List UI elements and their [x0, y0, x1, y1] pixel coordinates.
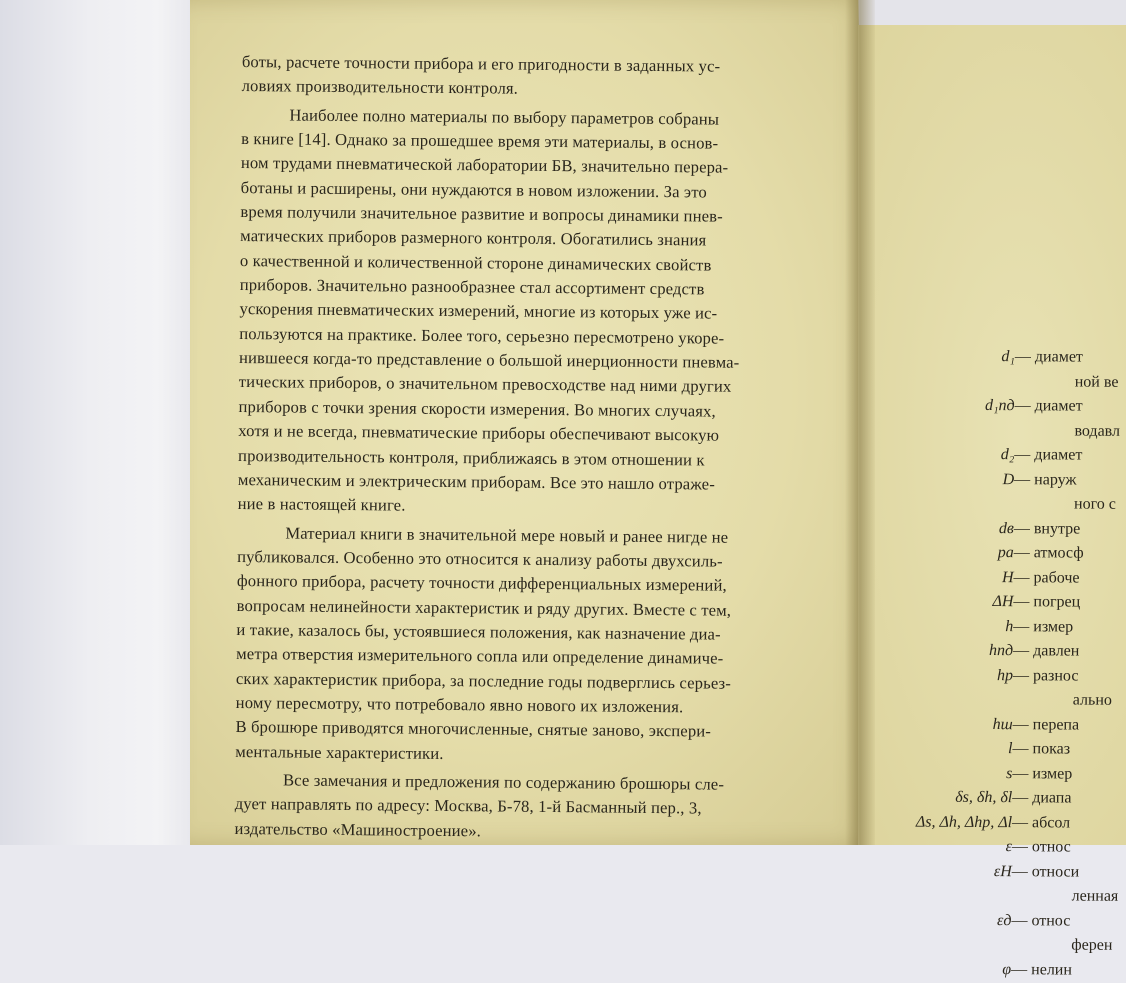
left-page-text	[234, 50, 872, 847]
notation-dash: —	[1012, 860, 1028, 885]
text-line: ном трудами пневматической лаборатории БВ, значительно перера-	[241, 151, 871, 181]
text-line: хотя и не всегда, пневматические приборы обеспечивают высокую	[238, 419, 868, 449]
notation-description: диамет	[1035, 394, 1083, 419]
notation-dash: —	[1011, 958, 1027, 983]
notation-description: альнo	[1073, 689, 1112, 714]
text-line: приборов с точки зрения скорости измерения. Во многих случаях,	[238, 395, 868, 425]
notation-symbol: s	[1006, 762, 1012, 787]
notation-dash: —	[1014, 468, 1030, 493]
text-line: ускорения пневматических измерений, многие из которых уже ис-	[239, 297, 869, 327]
notation-description: измер	[1032, 762, 1072, 787]
notation-description: наруж	[1034, 468, 1076, 493]
notation-symbol: ΔH	[992, 590, 1013, 615]
notation-dash: —	[1015, 345, 1031, 370]
notation-dash: —	[1013, 590, 1029, 615]
notation-description: ного с	[1074, 493, 1116, 518]
text-line: о качественной и количественной стороне динамических свойств	[240, 249, 870, 279]
text-line: издательство «Машиностроение».	[234, 817, 864, 847]
notation-dash: —	[1013, 713, 1029, 738]
notation-description: показ	[1032, 737, 1070, 762]
notation-dash: —	[1013, 664, 1029, 689]
notation-dash: —	[1014, 517, 1030, 542]
notation-symbol: d₁	[1001, 345, 1015, 370]
notation-dash: —	[1013, 615, 1029, 640]
text-line: ботаны и расширены, они нуждаются в новом изложении. За это	[241, 176, 871, 206]
notation-dash: —	[1011, 909, 1027, 934]
notation-description: диамет	[1035, 345, 1083, 370]
notation-dash: —	[1012, 811, 1028, 836]
notation-symbol: εH	[994, 860, 1012, 885]
notation-symbol: δs, δh, δl	[955, 786, 1012, 811]
paragraph	[234, 768, 865, 847]
notation-symbol: l	[1008, 737, 1013, 762]
notation-description: давлен	[1033, 639, 1079, 664]
notation-dash: —	[1012, 786, 1028, 811]
notation-description: относи	[1032, 860, 1080, 885]
notation-dash: —	[1012, 835, 1028, 860]
text-line: вопросам нелинейности характеристик и ряду других. Вместе с тем,	[237, 594, 867, 624]
notation-symbol: dв	[999, 517, 1014, 542]
text-line: ментальные характеристики.	[235, 740, 865, 770]
text-line: публиковался. Особенно это относится к анализу работы двухсиль-	[237, 545, 867, 575]
notation-symbol: pа	[998, 541, 1014, 566]
text-line: ние в настоящей книге.	[238, 492, 868, 522]
notation-description: измер	[1033, 615, 1073, 640]
notation-description: атмосф	[1034, 541, 1084, 566]
text-line: нившееся когда-то представление о большой инерционности пневма-	[239, 346, 869, 376]
notation-description: перепа	[1033, 713, 1080, 738]
notation-symbol: h	[1005, 615, 1013, 640]
notation-description: ной ве	[1075, 370, 1119, 395]
notation-symbol: Δs, Δh, Δhр, Δl	[916, 810, 1012, 835]
notation-symbol: hш	[993, 713, 1013, 738]
text-line: Наиболее полно материалы по выбору параметров собраны	[241, 103, 871, 133]
text-line: матических приборов размерного контроля. Обогатились знания	[240, 224, 870, 254]
text-line: механическим и электрическим приборам. Все это нашло отраже-	[238, 468, 868, 498]
notation-dash: —	[1014, 566, 1030, 591]
text-line: ному пересмотру, что потребовало явно нового их изложения.	[236, 691, 866, 721]
notation-description: относ	[1031, 909, 1070, 934]
text-line: и такие, казалось бы, устоявшиеся положения, как назначение диа-	[236, 618, 866, 648]
notation-description: ленная	[1072, 885, 1119, 910]
notation-dash: —	[1012, 737, 1028, 762]
notation-symbol: H	[1002, 566, 1014, 591]
notation-dash: —	[1015, 394, 1031, 419]
notation-description: разнос	[1033, 664, 1079, 689]
text-line: боты, расчете точности прибора и его пригодности в заданных ус-	[242, 50, 872, 80]
text-line: В брошюре приводятся многочисленные, снятые заново, экспери-	[235, 715, 865, 745]
text-line: в книге [14]. Однако за прошедшее время эти материалы, в основ-	[241, 127, 871, 157]
text-line: ских характеристик прибора, за последние годы подверглись серьез-	[236, 667, 866, 697]
paragraph	[242, 50, 872, 105]
notation-description: диамет	[1034, 443, 1082, 468]
notation-dash: —	[1014, 443, 1030, 468]
notation-dash: —	[1014, 541, 1030, 566]
text-line: Материал книги в значительной мере новый и ранее нигде не	[237, 521, 867, 551]
notation-symbol: d₂	[1001, 443, 1015, 468]
paragraph	[238, 103, 872, 523]
notation-symbol: D	[1003, 468, 1015, 493]
text-line: пользуются на практике. Более того, серьезно пересмотрено укоре-	[239, 322, 869, 352]
notation-description: ферен	[1071, 934, 1112, 959]
notation-symbol: εд	[997, 909, 1012, 934]
notation-symbol: hр	[997, 664, 1013, 689]
notation-dash: —	[1013, 639, 1029, 664]
text-line: дует направлять по адресу: Москва, Б-78, 1-й Басманный пер., 3,	[235, 792, 865, 822]
notation-description: внутре	[1034, 517, 1081, 542]
text-line: производительность контроля, приближаясь в этом отношении к	[238, 443, 868, 473]
notation-dash: —	[1012, 762, 1028, 787]
text-line: приборов. Значительно разнообразнее стал ассортимент средств	[240, 273, 870, 303]
text-line: время получили значительное развитие и вопросы динамики пнев-	[240, 200, 870, 230]
notation-symbol: ε	[1006, 835, 1012, 860]
notation-description: относ	[1032, 835, 1071, 860]
paragraph	[235, 521, 867, 770]
notation-description: абсол	[1032, 811, 1070, 836]
text-line: ловиях производительности контроля.	[242, 74, 872, 104]
text-line: фонного прибора, расчету точности дифференциальных измерений,	[237, 569, 867, 599]
notation-description: нелин	[1031, 958, 1072, 983]
notation-symbol: d₁пд	[985, 394, 1015, 419]
notation-description: диапа	[1032, 786, 1071, 811]
notation-symbol: hпд	[989, 639, 1013, 664]
notation-description: рабоче	[1034, 566, 1080, 591]
text-line: тических приборов, о значительном превосходстве над ними других	[239, 370, 869, 400]
text-line: метра отверстия измерительного сопла или определение динамиче-	[236, 642, 866, 672]
text-line: Все замечания и предложения по содержанию брошюры сле-	[235, 768, 865, 798]
notation-description: погрец	[1033, 590, 1080, 615]
notation-description: водавл	[1074, 419, 1120, 444]
notation-symbol: φ	[1002, 958, 1011, 983]
